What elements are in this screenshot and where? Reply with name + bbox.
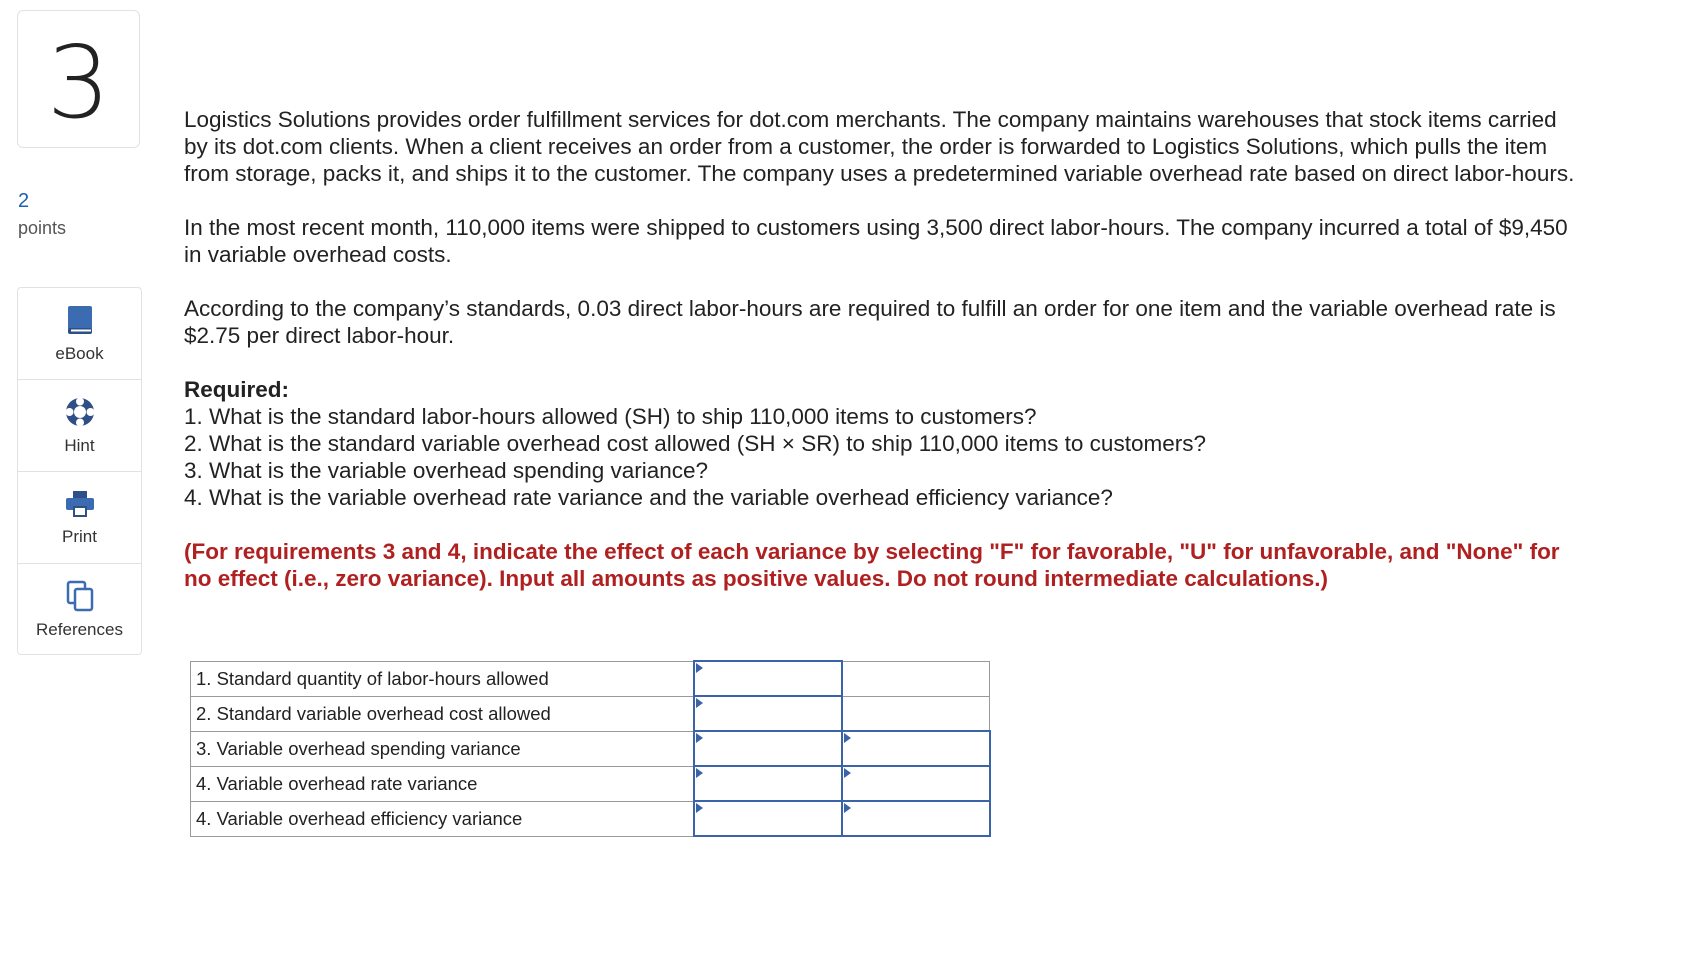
print-label: Print (62, 526, 97, 546)
print-button[interactable] (18, 472, 141, 564)
amount-cell[interactable] (694, 801, 842, 836)
points-label: points (18, 218, 67, 238)
copy-icon (65, 580, 95, 612)
requirements-list (184, 403, 1584, 511)
row-label: 2. Standard variable overhead cost allowed (191, 696, 694, 731)
empty-cell (842, 661, 990, 696)
question-number: 3 (17, 10, 140, 148)
requirement-item: 2. What is the standard variable overhead cost allowed (SH × SR) to ship 110,000 items to customers? (184, 431, 1206, 456)
row-label: 3. Variable overhead spending variance (191, 731, 694, 766)
amount-cell[interactable] (694, 731, 842, 766)
amount-cell[interactable] (694, 696, 842, 731)
required-title: Required: (184, 377, 290, 402)
effect-cell[interactable] (842, 731, 990, 766)
requirement-item: 1. What is the standard labor-hours allowed (SH) to ship 110,000 items to customers? (184, 404, 1037, 429)
requirement-item: 4. What is the variable overhead rate variance and the variable overhead efficiency variance? (184, 485, 1113, 510)
table-row (191, 731, 990, 766)
amount-cell[interactable] (694, 661, 842, 696)
row-label: 1. Standard quantity of labor-hours allowed (191, 661, 694, 696)
printer-icon (64, 489, 96, 519)
ebook-button[interactable] (18, 288, 141, 380)
effect-cell[interactable] (842, 766, 990, 801)
amount-input[interactable] (695, 697, 841, 730)
hint-label: Hint (64, 435, 95, 455)
row-label: 4. Variable overhead rate variance (191, 766, 694, 801)
book-icon (65, 304, 95, 336)
table-row (191, 766, 990, 801)
table-row (191, 696, 990, 731)
effect-input[interactable] (843, 802, 989, 835)
problem-paragraph-1: Logistics Solutions provides order fulfillment services for dot.com merchants. The company maintains warehouses that stock items carried by its dot.com clients. When a client receives an order from a customer, the order is forwarded to Logistics Solutions, which pulls the item from storage, packs it, and ships it to the customer. The company uses a predetermined variable overhead rate based on direct labor-hours. (184, 107, 1575, 186)
hint-button[interactable] (18, 380, 141, 472)
effect-input[interactable] (843, 732, 989, 765)
points-value: 2 (18, 190, 30, 212)
problem-paragraph-2: In the most recent month, 110,000 items were shipped to customers using 3,500 direct labor-hours. The company incurred a total of $9,450 in variable overhead costs. (184, 215, 1568, 267)
effect-cell[interactable] (842, 801, 990, 836)
answer-table (190, 660, 991, 837)
problem-paragraph-3: According to the company’s standards, 0.03 direct labor-hours are required to fulfill an order for one item and the variable overhead rate is $2.75 per direct labor-hour. (184, 296, 1556, 348)
instruction-note: (For requirements 3 and 4, indicate the effect of each variance by selecting "F" for favorable, "U" for unfavorable, and "None" for no effect (i.e., zero variance). Input all amounts as positive values. Do not round intermediate calculations.) (184, 539, 1560, 591)
required-section (184, 376, 1584, 511)
empty-cell (842, 696, 990, 731)
references-label: References (36, 620, 123, 639)
amount-cell[interactable] (694, 766, 842, 801)
effect-input[interactable] (843, 767, 989, 800)
tools-panel (17, 287, 142, 655)
amount-input[interactable] (695, 732, 841, 765)
amount-input[interactable] (695, 767, 841, 800)
question-content (184, 106, 1584, 619)
lifebuoy-icon (64, 396, 96, 428)
row-label: 4. Variable overhead efficiency variance (191, 801, 694, 836)
amount-input[interactable] (695, 802, 841, 835)
requirement-item: 3. What is the variable overhead spending variance? (184, 458, 709, 483)
table-row (191, 661, 990, 696)
table-row (191, 801, 990, 836)
amount-input[interactable] (695, 662, 841, 695)
ebook-label: eBook (55, 343, 104, 363)
references-button[interactable] (18, 564, 141, 655)
